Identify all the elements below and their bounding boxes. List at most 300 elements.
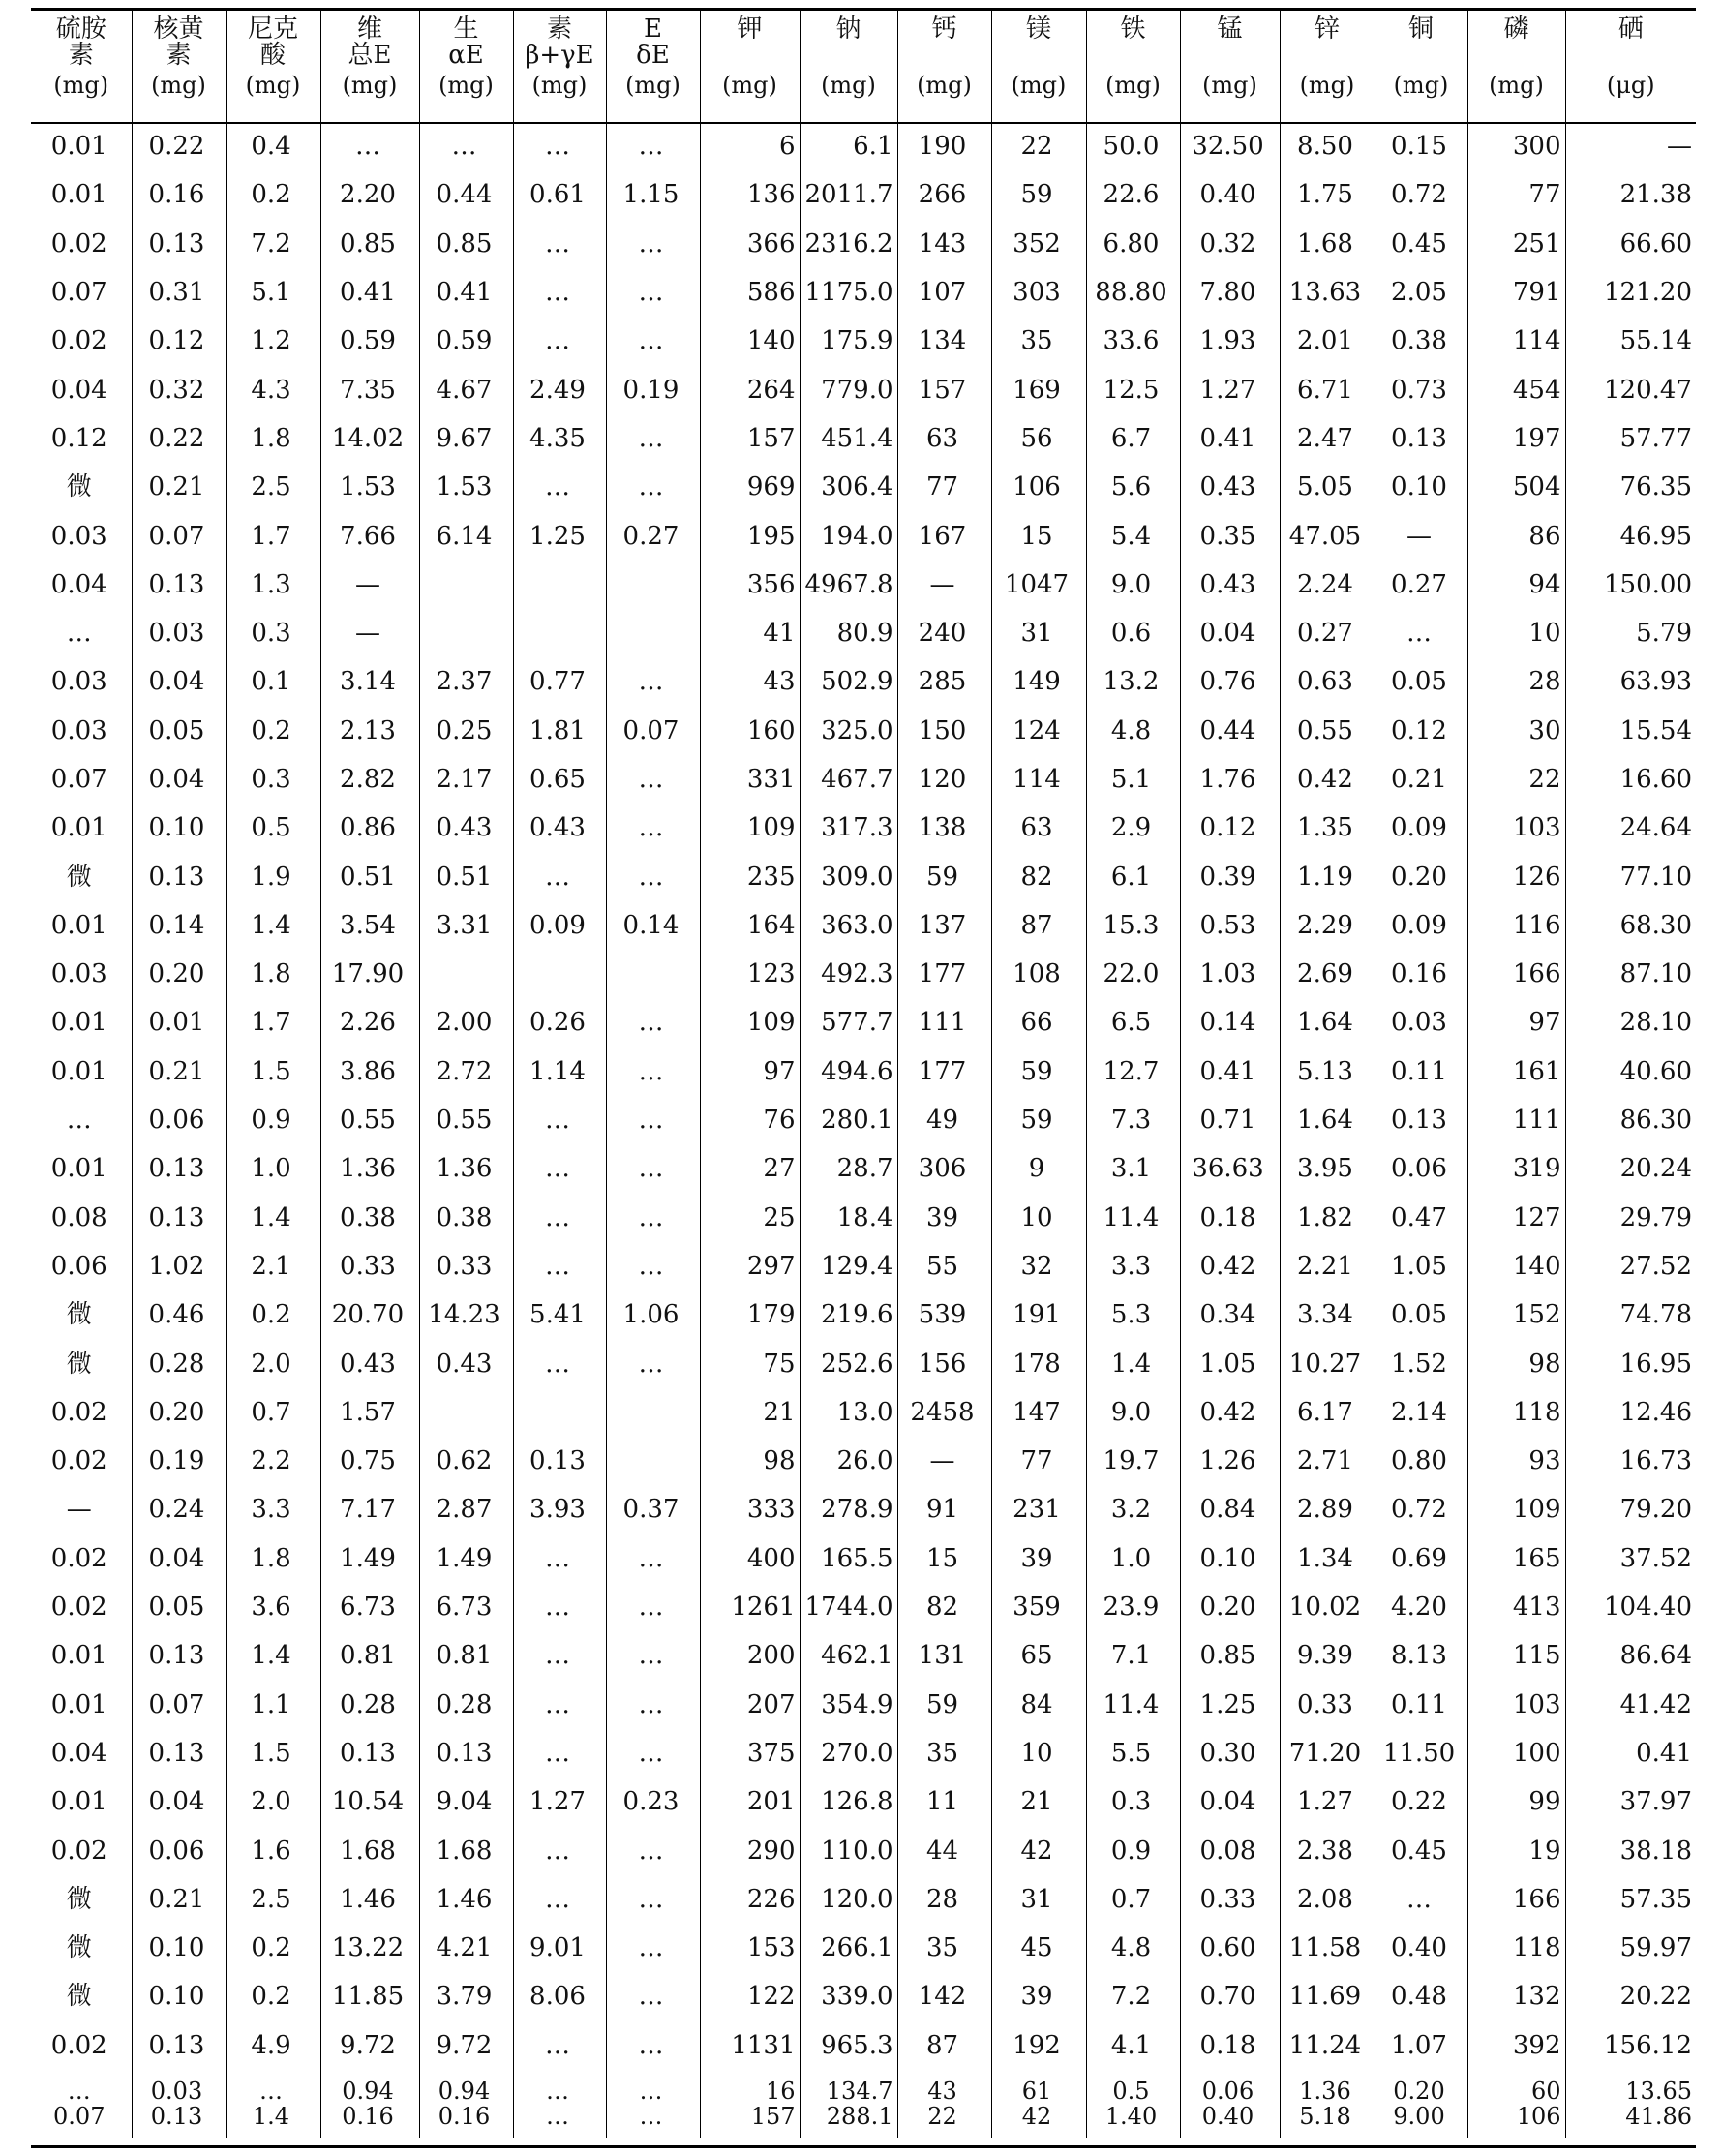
table-cell: 76 — [700, 1096, 800, 1144]
table-cell: 41 — [700, 609, 800, 657]
column-header-0 — [31, 11, 132, 122]
table-cell: 0.02 — [50, 1836, 107, 1866]
table-cell: 160 — [700, 707, 800, 755]
cell-top-value: 0.03 — [150, 2077, 203, 2105]
table-cell: 2316.2 — [800, 220, 897, 268]
table-cell: 104.40 — [1565, 1583, 1696, 1631]
table-row — [31, 1583, 1696, 1631]
table-cell: 0.05 — [132, 707, 226, 755]
cell-top-value: 0.06 — [1201, 2077, 1254, 2105]
table-cell: 0.80 — [1375, 1437, 1467, 1485]
table-row — [31, 1777, 1696, 1826]
table-cell: 492.3 — [800, 950, 897, 998]
table-cell: 2.08 — [1280, 1875, 1375, 1924]
table-cell: 131 — [897, 1631, 991, 1680]
table-cell: 264 — [700, 365, 800, 413]
table-cell: 微 — [66, 1884, 92, 1914]
table-cell: 1.68 — [419, 1826, 513, 1874]
table-cell: 3.3 — [226, 1485, 320, 1533]
table-cell: 19 — [1467, 1826, 1565, 1874]
table-cell — [513, 609, 606, 657]
table-cell: 0.2 — [226, 170, 320, 219]
table-cell: 2.01 — [1280, 317, 1375, 365]
table-cell: 278.9 — [800, 1485, 897, 1533]
table-cell: 7.66 — [320, 511, 419, 560]
table-cell: 0.10 — [132, 1924, 226, 1972]
column-header-label: 镁 — [1025, 15, 1051, 44]
table-cell: 0.13 — [132, 2021, 226, 2070]
table-cell: … — [606, 268, 700, 317]
cell-top-value: 0.5 — [1112, 2077, 1150, 2105]
table-cell: 38.18 — [1565, 1826, 1696, 1874]
table-cell: 6.1 — [1086, 852, 1180, 900]
table-cell: 1.53 — [320, 463, 419, 511]
table-cell: 77 — [897, 463, 991, 511]
cell-top-value: 16 — [765, 2077, 796, 2105]
table-cell: 0.28 — [132, 1339, 226, 1387]
table-cell: 0.45 — [1375, 1826, 1467, 1874]
table-cell: 0.55 — [419, 1096, 513, 1144]
table-cell: 356 — [700, 561, 800, 609]
table-cell: 86.64 — [1565, 1631, 1696, 1680]
table-cell: 6.7 — [1086, 414, 1180, 463]
table-cell: 167 — [897, 511, 991, 560]
table-cell: 15 — [897, 1534, 991, 1583]
table-cell: 2.49 — [513, 365, 606, 413]
table-header — [31, 11, 1696, 122]
table-cell: 4.21 — [419, 1924, 513, 1972]
table-cell: 49 — [897, 1096, 991, 1144]
table-cell: 136 — [700, 170, 800, 219]
cell-top-value: 0.94 — [342, 2077, 394, 2105]
table-cell: 3.1 — [1086, 1144, 1180, 1193]
table-cell: 103 — [1467, 804, 1565, 852]
table-cell: 13.22 — [320, 1924, 419, 1972]
table-cell: 0.2 — [226, 1924, 320, 1972]
table-cell: 1131 — [700, 2021, 800, 2070]
table-cell: 71.20 — [1280, 1729, 1375, 1777]
table-cell: 0.02 — [50, 1446, 107, 1476]
table-cell — [1086, 2070, 1180, 2138]
table-cell: 98 — [700, 1437, 800, 1485]
table-cell: 微 — [66, 862, 92, 892]
table-cell — [31, 2070, 132, 2138]
table-cell: 微 — [66, 1300, 92, 1330]
table-cell: 7.3 — [1086, 1096, 1180, 1144]
table-cell: 0.4 — [226, 122, 320, 170]
table-cell: 0.2 — [226, 1972, 320, 2020]
table-cell: 0.07 — [132, 511, 226, 560]
table-cell: 56 — [991, 414, 1086, 463]
table-cell: 10 — [991, 1729, 1086, 1777]
table-cell: 0.75 — [320, 1437, 419, 1485]
table-cell: 35 — [991, 317, 1086, 365]
table-cell: 169 — [991, 365, 1086, 413]
table-cell: 413 — [1467, 1583, 1565, 1631]
table-cell: 1.9 — [226, 852, 320, 900]
table-cell: 5.1 — [226, 268, 320, 317]
table-cell: 190 — [897, 122, 991, 170]
table-cell: 13.2 — [1086, 657, 1180, 706]
table-cell: 0.12 — [1180, 804, 1280, 852]
table-cell: 0.3 — [226, 755, 320, 804]
table-cell: … — [606, 317, 700, 365]
table-cell: 21 — [700, 1388, 800, 1437]
table-cell: 3.54 — [320, 901, 419, 950]
table-cell: 31 — [991, 1875, 1086, 1924]
table-row — [31, 1485, 1696, 1533]
column-header-5 — [513, 11, 606, 122]
table-cell: 11.85 — [320, 1972, 419, 2020]
table-cell: 0.3 — [1086, 1777, 1180, 1826]
table-cell: — — [1375, 511, 1467, 560]
table-cell: 39 — [897, 1194, 991, 1242]
table-cell: 1.1 — [226, 1681, 320, 1729]
table-cell: 35 — [897, 1729, 991, 1777]
column-header-15 — [1467, 11, 1565, 122]
table-row — [31, 561, 1696, 609]
table-cell: 0.27 — [1375, 561, 1467, 609]
table-cell: 59 — [991, 1096, 1086, 1144]
table-cell: … — [606, 1972, 700, 2020]
table-cell: 10 — [991, 1194, 1086, 1242]
table-cell: … — [513, 1242, 606, 1291]
table-cell: 11 — [897, 1777, 991, 1826]
table-cell: 8.50 — [1280, 122, 1375, 170]
cell-bottom-value: 0.07 — [53, 2102, 106, 2130]
table-cell: 0.6 — [1086, 609, 1180, 657]
table-cell: 3.6 — [226, 1583, 320, 1631]
table-cell: 3.95 — [1280, 1144, 1375, 1193]
column-header-label: 生 — [453, 15, 479, 44]
table-cell: 0.30 — [1180, 1729, 1280, 1777]
table-cell: … — [606, 1242, 700, 1291]
table-cell: 297 — [700, 1242, 800, 1291]
table-cell: 4.1 — [1086, 2021, 1180, 2070]
column-header-6 — [606, 11, 700, 122]
column-header-label — [1566, 43, 1697, 69]
column-header-label: 锌 — [1314, 15, 1340, 44]
table-cell: 0.13 — [1375, 1096, 1467, 1144]
table-cell: … — [513, 1729, 606, 1777]
table-cell: 143 — [897, 220, 991, 268]
table-cell: 0.21 — [132, 1048, 226, 1096]
column-header-3 — [320, 11, 419, 122]
table-cell: 6.73 — [320, 1583, 419, 1631]
table-cell: … — [513, 1096, 606, 1144]
table-row — [31, 804, 1696, 852]
table-cell: 20.70 — [320, 1291, 419, 1339]
table-cell: 30 — [1467, 707, 1565, 755]
table-cell: 1.3 — [226, 561, 320, 609]
table-cell: 1.4 — [226, 901, 320, 950]
table-cell: 156 — [897, 1339, 991, 1387]
table-cell: 4.8 — [1086, 1924, 1180, 1972]
table-cell: 0.20 — [132, 1388, 226, 1437]
table-cell: 43 — [700, 657, 800, 706]
column-header-label: 钠 — [835, 15, 862, 44]
table-cell: 0.04 — [1180, 609, 1280, 657]
table-cell: 0.9 — [1086, 1826, 1180, 1874]
table-cell: 363.0 — [800, 901, 897, 950]
table-cell: 17.90 — [320, 950, 419, 998]
table-cell: 122 — [700, 1972, 800, 2020]
table-cell: … — [1375, 609, 1467, 657]
column-header-label: 酸 — [259, 41, 286, 70]
table-cell: 2.82 — [320, 755, 419, 804]
table-cell: 3.34 — [1280, 1291, 1375, 1339]
table-cell: 2.24 — [1280, 561, 1375, 609]
table-cell: 3.14 — [320, 657, 419, 706]
table-cell: 0.22 — [1375, 1777, 1467, 1826]
table-cell: 114 — [1467, 317, 1565, 365]
table-cell: 165 — [1467, 1534, 1565, 1583]
table-cell: 1.68 — [1280, 220, 1375, 268]
table-cell: 0.7 — [226, 1388, 320, 1437]
table-cell: 7.35 — [320, 365, 419, 413]
table-cell: 309.0 — [800, 852, 897, 900]
table-cell: 0.32 — [1180, 220, 1280, 268]
table-cell: 0.01 — [50, 1008, 107, 1038]
table-cell: 11.69 — [1280, 1972, 1375, 2020]
table-cell: 177 — [897, 1048, 991, 1096]
table-cell: 0.37 — [606, 1485, 700, 1533]
table-cell: 14.02 — [320, 414, 419, 463]
column-unit: (μg) — [1606, 72, 1655, 99]
table-cell: 0.03 — [50, 715, 107, 745]
table-cell: … — [606, 1048, 700, 1096]
table-cell: 1.02 — [132, 1242, 226, 1291]
table-cell: 197 — [1467, 414, 1565, 463]
table-cell: 3.79 — [419, 1972, 513, 2020]
table-cell: 28.10 — [1565, 998, 1696, 1047]
table-cell: 0.22 — [132, 122, 226, 170]
table-cell: 9 — [991, 1144, 1086, 1193]
table-cell: 0.69 — [1375, 1534, 1467, 1583]
table-cell: 6 — [700, 122, 800, 170]
column-unit: (mg) — [625, 72, 680, 99]
cell-bottom-value: 0.40 — [1201, 2102, 1254, 2130]
table-cell: 0.55 — [1280, 707, 1375, 755]
table-cell: 0.04 — [132, 1534, 226, 1583]
table-cell: 1175.0 — [800, 268, 897, 317]
table-cell: … — [606, 1681, 700, 1729]
table-cell: 106 — [991, 463, 1086, 511]
table-row — [31, 1048, 1696, 1096]
table-cell: 504 — [1467, 463, 1565, 511]
table-row — [31, 707, 1696, 755]
table-cell: 29.79 — [1565, 1194, 1696, 1242]
table-cell: 0.13 — [132, 561, 226, 609]
table-row-double — [31, 2070, 1696, 2138]
table-cell: 3.31 — [419, 901, 513, 950]
table-cell: 0.70 — [1180, 1972, 1280, 2020]
column-unit: (mg) — [917, 72, 972, 99]
table-cell: 9.72 — [320, 2021, 419, 2070]
table-cell: 2011.7 — [800, 170, 897, 219]
table-cell: 12.5 — [1086, 365, 1180, 413]
table-cell: … — [513, 1826, 606, 1874]
table-cell: 577.7 — [800, 998, 897, 1047]
column-header-label — [801, 43, 897, 69]
table-cell: 21.38 — [1565, 170, 1696, 219]
table-cell: 5.4 — [1086, 511, 1180, 560]
table-cell: 231 — [991, 1485, 1086, 1533]
table-cell: 82 — [897, 1583, 991, 1631]
table-row — [31, 1534, 1696, 1583]
table-row — [31, 852, 1696, 900]
table-cell: 194.0 — [800, 511, 897, 560]
table-cell: 55.14 — [1565, 317, 1696, 365]
table-cell: 0.43 — [419, 1339, 513, 1387]
table-cell: 0.73 — [1375, 365, 1467, 413]
table-cell: 400 — [700, 1534, 800, 1583]
table-cell: 6.5 — [1086, 998, 1180, 1047]
table-cell: 0.38 — [1375, 317, 1467, 365]
table-cell: 0.01 — [50, 813, 107, 843]
table-cell: 63 — [991, 804, 1086, 852]
table-cell: 2.00 — [419, 998, 513, 1047]
table-cell: 66 — [991, 998, 1086, 1047]
table-cell: — — [66, 1495, 92, 1525]
table-cell: 0.04 — [1180, 1777, 1280, 1826]
table-cell: 0.26 — [513, 998, 606, 1047]
table-cell: 8.06 — [513, 1972, 606, 2020]
table-cell: 0.12 — [132, 317, 226, 365]
table-cell: 586 — [700, 268, 800, 317]
column-header-label: 素 — [68, 41, 94, 70]
table-cell: 19.7 — [1086, 1437, 1180, 1485]
table-cell: … — [606, 755, 700, 804]
table-cell: 0.32 — [132, 365, 226, 413]
table-cell: 2.17 — [419, 755, 513, 804]
table-cell: 124 — [991, 707, 1086, 755]
table-cell: 31 — [991, 609, 1086, 657]
table-cell: 0.02 — [50, 1593, 107, 1623]
table-cell: 266.1 — [800, 1924, 897, 1972]
table-cell: 1261 — [700, 1583, 800, 1631]
table-cell: 0.33 — [1280, 1681, 1375, 1729]
table-cell: 109 — [700, 998, 800, 1047]
table-cell: 35 — [897, 1924, 991, 1972]
table-cell: 55 — [897, 1242, 991, 1291]
table-cell: 0.72 — [1375, 170, 1467, 219]
table-cell: 59 — [897, 852, 991, 900]
table-row — [31, 1096, 1696, 1144]
table-cell: 9.01 — [513, 1924, 606, 1972]
table-cell: 21 — [991, 1777, 1086, 1826]
table-cell: 0.60 — [1180, 1924, 1280, 1972]
column-header-8 — [800, 11, 897, 122]
table-cell: 138 — [897, 804, 991, 852]
table-cell: 3.93 — [513, 1485, 606, 1533]
column-unit: (mg) — [1011, 72, 1067, 99]
table-cell: 0.06 — [1375, 1144, 1467, 1193]
table-cell: 9.0 — [1086, 561, 1180, 609]
table-row — [31, 1631, 1696, 1680]
table-cell: 26.0 — [800, 1437, 897, 1485]
table-cell: 502.9 — [800, 657, 897, 706]
table-cell: 0.9 — [226, 1096, 320, 1144]
table-cell: 2.37 — [419, 657, 513, 706]
table-cell: 11.58 — [1280, 1924, 1375, 1972]
column-header-11 — [1086, 11, 1180, 122]
table-cell: 359 — [991, 1583, 1086, 1631]
table-cell: 0.13 — [1375, 414, 1467, 463]
cell-top-value: 0.94 — [438, 2077, 491, 2105]
table-cell: … — [513, 2021, 606, 2070]
table-cell: 132 — [1467, 1972, 1565, 2020]
table-cell: 0.48 — [1375, 1972, 1467, 2020]
bottom-rule — [31, 2145, 1696, 2148]
table-cell: 0.3 — [226, 609, 320, 657]
cell-top-value: 61 — [1021, 2077, 1052, 2105]
table-cell: 1.82 — [1280, 1194, 1375, 1242]
table-cell: 6.71 — [1280, 365, 1375, 413]
table-cell: 0.42 — [1180, 1242, 1280, 1291]
table-cell: 18.4 — [800, 1194, 897, 1242]
table-cell: 1.34 — [1280, 1534, 1375, 1583]
table-cell — [606, 561, 700, 609]
table-cell: 32.50 — [1180, 122, 1280, 170]
table-cell: 0.38 — [419, 1194, 513, 1242]
table-cell: 44 — [897, 1826, 991, 1874]
column-header-label — [1375, 43, 1467, 69]
table-cell: 36.63 — [1180, 1144, 1280, 1193]
column-header-label: 磷 — [1503, 15, 1529, 44]
table-cell: … — [513, 268, 606, 317]
table-cell: 177 — [897, 950, 991, 998]
table-cell: 1.14 — [513, 1048, 606, 1096]
table-cell: 1.53 — [419, 463, 513, 511]
table-cell: 2.87 — [419, 1485, 513, 1533]
table-cell: 1.64 — [1280, 1096, 1375, 1144]
table-cell: 0.07 — [50, 765, 107, 794]
table-cell: 0.11 — [1375, 1681, 1467, 1729]
table-cell: 4967.8 — [800, 561, 897, 609]
column-unit: (mg) — [438, 72, 494, 99]
table-cell: 2.21 — [1280, 1242, 1375, 1291]
column-header-label — [898, 43, 991, 69]
table-cell: 0.01 — [50, 180, 107, 210]
table-cell: 8.13 — [1375, 1631, 1467, 1680]
cell-bottom-value: 41.86 — [1625, 2102, 1692, 2130]
table-cell: 65 — [991, 1631, 1086, 1680]
table-cell: 0.07 — [606, 707, 700, 755]
table-cell: 179 — [700, 1291, 800, 1339]
table-cell: … — [513, 852, 606, 900]
table-cell: 0.04 — [132, 755, 226, 804]
table-cell: 240 — [897, 609, 991, 657]
table-cell — [419, 2070, 513, 2138]
table-cell: … — [606, 1875, 700, 1924]
table-cell: 11.50 — [1375, 1729, 1467, 1777]
table-cell: 1.46 — [419, 1875, 513, 1924]
table-cell: 0.10 — [132, 1972, 226, 2020]
table-cell: 27.52 — [1565, 1242, 1696, 1291]
column-header-label: 硒 — [1617, 15, 1644, 44]
table-cell — [800, 2070, 897, 2138]
table-row — [31, 1144, 1696, 1193]
column-header-7 — [700, 11, 800, 122]
table-cell: 103 — [1467, 1681, 1565, 1729]
table-cell: 0.24 — [132, 1485, 226, 1533]
table-cell: 0.55 — [320, 1096, 419, 1144]
table-cell: 0.59 — [419, 317, 513, 365]
column-header-label: αE — [448, 41, 484, 70]
table-cell: 1.36 — [419, 1144, 513, 1193]
table-cell: 63.93 — [1565, 657, 1696, 706]
